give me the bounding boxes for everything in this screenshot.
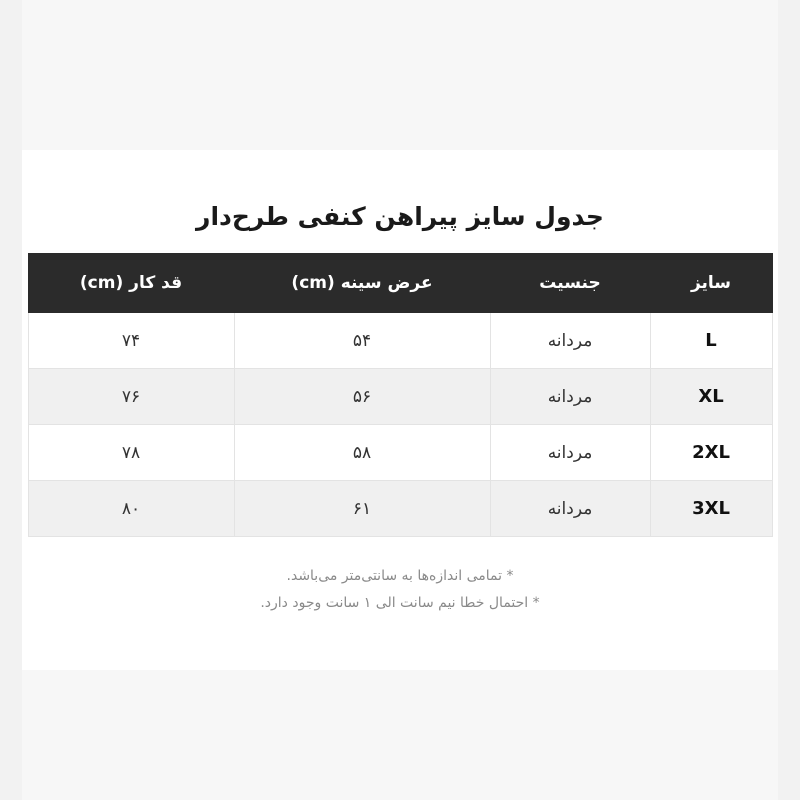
table-row — [28, 313, 772, 369]
table-row — [28, 425, 772, 481]
cell-size: 2XL — [650, 425, 772, 481]
cell-gender: مردانه — [490, 425, 650, 481]
right-margin-band — [778, 0, 800, 800]
column-header-chest-width: عرض سینه (cm) — [234, 254, 490, 313]
cell-size: XL — [650, 369, 772, 425]
cell-chest: ۵۸ — [234, 425, 490, 481]
cell-size: 3XL — [650, 481, 772, 537]
cell-length: ۷۴ — [28, 313, 234, 369]
cell-chest: ۵۶ — [234, 369, 490, 425]
cell-gender: مردانه — [490, 313, 650, 369]
notes-section — [28, 537, 772, 616]
cell-length: ۷۸ — [28, 425, 234, 481]
content-area — [22, 150, 778, 670]
cell-chest: ۶۱ — [234, 481, 490, 537]
table-row — [28, 481, 772, 537]
cell-size: L — [650, 313, 772, 369]
column-header-size: سایز — [650, 254, 772, 313]
note-measurement-unit: * تمامی اندازه‌ها به سانتی‌متر می‌باشد. — [286, 568, 514, 584]
table-header-row — [28, 254, 772, 313]
cell-gender: مردانه — [490, 481, 650, 537]
table-row — [28, 369, 772, 425]
cell-chest: ۵۴ — [234, 313, 490, 369]
top-margin-band — [0, 0, 800, 150]
column-header-body-length: قد کار (cm) — [28, 254, 234, 313]
column-header-gender: جنسیت — [490, 254, 650, 313]
page-title: جدول سایز پیراهن کنفی طرح‌دار — [196, 202, 604, 231]
cell-length: ۷۶ — [28, 369, 234, 425]
size-table — [28, 253, 773, 537]
left-margin-band — [0, 0, 22, 800]
table-body — [28, 313, 772, 537]
cell-gender: مردانه — [490, 369, 650, 425]
cell-length: ۸۰ — [28, 481, 234, 537]
table-header — [28, 254, 772, 313]
note-tolerance: * احتمال خطا نیم سانت الی ۱ سانت وجود دارد. — [260, 594, 540, 611]
bottom-margin-band — [0, 670, 800, 800]
